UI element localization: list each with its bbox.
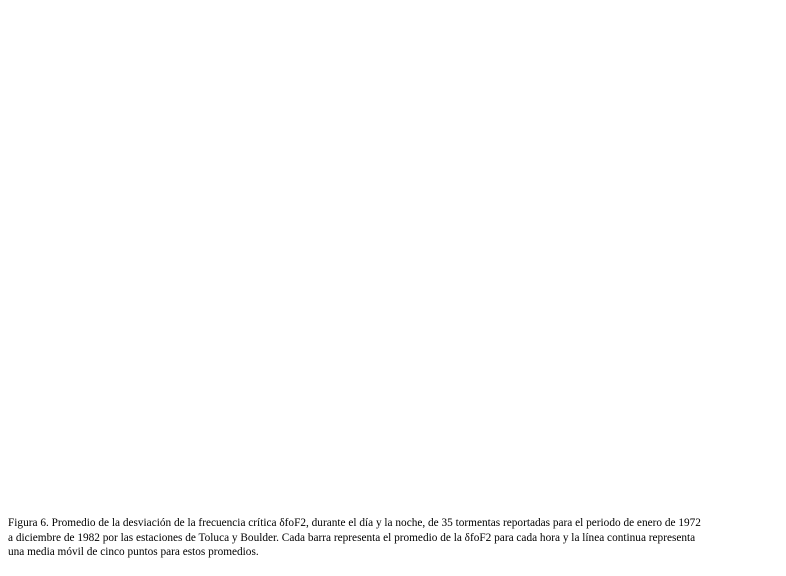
caption-line-2: a diciembre de 1982 por las estaciones de Toluca y Boulder. Cada barra representa el promedio de la δfoF2 para cada hora y la línea continua representa [8,531,696,544]
figure-caption [8,516,780,560]
caption-line-3: una media móvil de cinco puntos para estos promedios. [8,546,259,559]
caption-line-1: Figura 6. Promedio de la desviación de la frecuencia crítica δfoF2, durante el día y la noche, de 35 tormentas reportadas para el periodo de enero de 1972 [8,517,701,529]
